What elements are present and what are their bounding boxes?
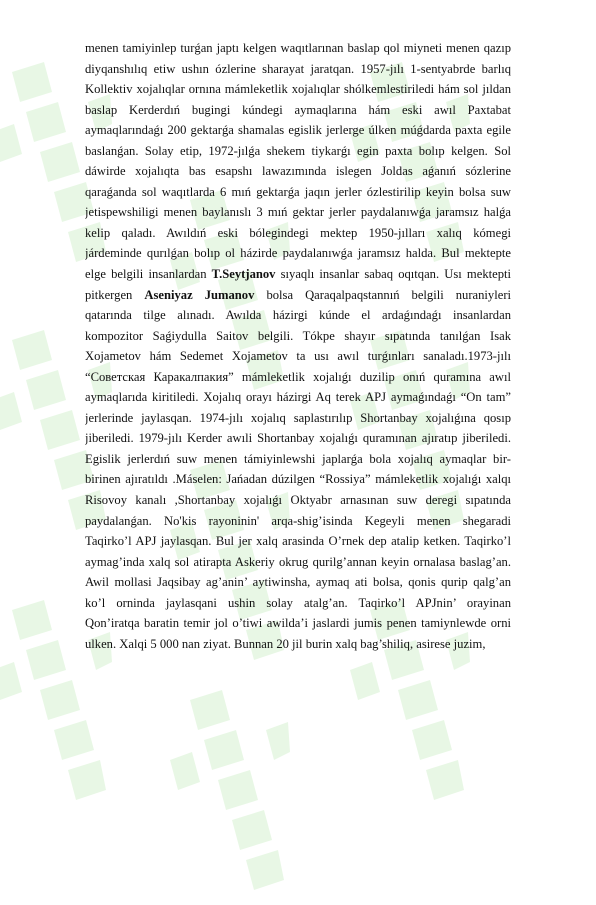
bold-name: T.Seytjanov bbox=[211, 267, 276, 282]
text-line: ko’l orninda jaylasqani ushin solay atalg’an. Taqirko’l APJnin’ orayinan bbox=[85, 595, 511, 610]
text-line: Risovoy kanalı ,Shortanbay xojalıǵı Oktyabr arnasınan suw deregi sıpatında bbox=[85, 493, 511, 508]
text-line: qatarında tilge alınadı. Awılda házirgi kúnde el ardaǵındaǵı insanlardan bbox=[85, 308, 511, 323]
text-line: jiberiledi. 1979-jılı Kerder awıli Shortanbay xojalıǵı quramınan ajıratıp jiberiledi. bbox=[85, 431, 511, 446]
text-line: baslap Kerderdıń bugingi kúndegi aymaqlarına hám eski awıl Paxtabat bbox=[85, 102, 511, 117]
text-line: diyqanshılıq etiw ushın ózlerine sharayat jaratqan. 1957-jılı 1-sentyabrde barlıq bbox=[85, 61, 511, 76]
text-line: paydalanǵan. No'kis rayoninin' arqa-shig’isinda Kegeyli menen shegaradi bbox=[85, 513, 511, 528]
text-line: jerlerinde jaylasqan. 1974-jılı xojalıq saplastırılıp Shortanbay xojalıǵına qosıp bbox=[85, 410, 511, 425]
text-line: járdeminde qurılǵan bolıp ol házirde paydalanıwǵa jaramsız halda. Bul mektepte bbox=[85, 246, 511, 261]
text-line: “Советская Каракалпакия” mámleketlik xojalıǵı duzilip onıń quramına awıl bbox=[85, 369, 511, 384]
text-line: kompozitor Saǵiydulla Saitov belgili. Tókpe shayır sıpatında tanılǵan Isak bbox=[85, 328, 511, 343]
text-line: jetispewshiligi menen baylanıslı 3 mıń gektar jerler paydalanıwǵa jaramsız halǵa bbox=[85, 205, 511, 220]
text-line: Xojametov hám Sedemet Xojametov ta usı awıl turǵınları sanaladı.1973-jılı bbox=[85, 349, 511, 364]
watermark-logo bbox=[170, 690, 290, 900]
text-line: Taqirko’l APJ jaylasqan. Bul jer xalq arasinda O’rnek dep atalip ketken. Taqirko’l bbox=[85, 534, 511, 549]
text-line: pitkergen Aseniyaz Jumanov bolsa Qaraqalpaqstannıń belgili nuraniyleri bbox=[85, 287, 511, 302]
bold-name: Aseniyaz Jumanov bbox=[144, 287, 255, 302]
text-line: Kollektiv xojalıqlar ornına mámleketlik xojalıqlar shólkemlestiriledi hám sol jıldan bbox=[85, 82, 511, 97]
text-line: Egislik jerlerdıń suw menen támiyinlewshi japlarǵa bola xojalıq aymaqlar bir- bbox=[85, 451, 511, 466]
text-line: menen tamiyinlep turǵan japtı kelgen waqıtlarınan baslap qol miyneti menen qazıp bbox=[85, 41, 511, 55]
document-body-text bbox=[85, 38, 511, 654]
text-line: birinen ajıratıldı .Máselen: Jańadan dúzilgen “Rossiya” mámleketlik xojalıǵı xalqı bbox=[85, 472, 511, 487]
text-line: Qon’iratqa baratin temir jol o’tiwi awilda’i jaslardi jumis penen tamiynlewde orni bbox=[85, 616, 511, 631]
text-line: elge belgili insanlardan T.Seytjanov sıyaqlı insanlar sabaq oqıtqan. Usı mektepti bbox=[85, 267, 511, 282]
text-line: dáwirde xojalıqta bas esapshı lawazımında islegen Joldas aǵanıń sózlerine bbox=[85, 164, 511, 179]
text-line: aymaqlarıda kiritiledi. Xojalıq orayı házirgi Aq terek APJ aymaǵındaǵı “On tam” bbox=[85, 390, 511, 405]
text-line: kelip qaladı. Awıldıń eski bólegindegi mektep 1950-jılları xalıq kómegi bbox=[85, 225, 511, 240]
text-line: Awil mollasi Jaqsibay ag’anin’ aytiwinsha, aymaq ati bolsa, qonis qurip qalg’an bbox=[85, 575, 511, 590]
text-line: aymaqlarındaǵı 200 gektarǵa shamalas egislik jerlerge úlken múǵdarda paxta egile bbox=[85, 123, 511, 138]
text-line: baslanǵan. Solay etip, 1972-jılǵa shekem tiykarǵı egin paxta bolıp kelgen. Sol bbox=[85, 143, 511, 158]
text-line: ulken. Xalqi 5 000 nan ziyat. Bunnan 20 jil burin xalq bag’shiliq, asirese juzim, bbox=[85, 636, 486, 651]
text-line: qaraǵanda sol waqıtlarda 6 mıń gektarǵa jaqın jerler ózlestirilip keyin bolsa suw bbox=[85, 184, 511, 199]
text-line: aymag’inda xalq sol atirapta Askeriy okrug qurilg’annan keyin ornalasa baslag’an. bbox=[85, 554, 511, 569]
